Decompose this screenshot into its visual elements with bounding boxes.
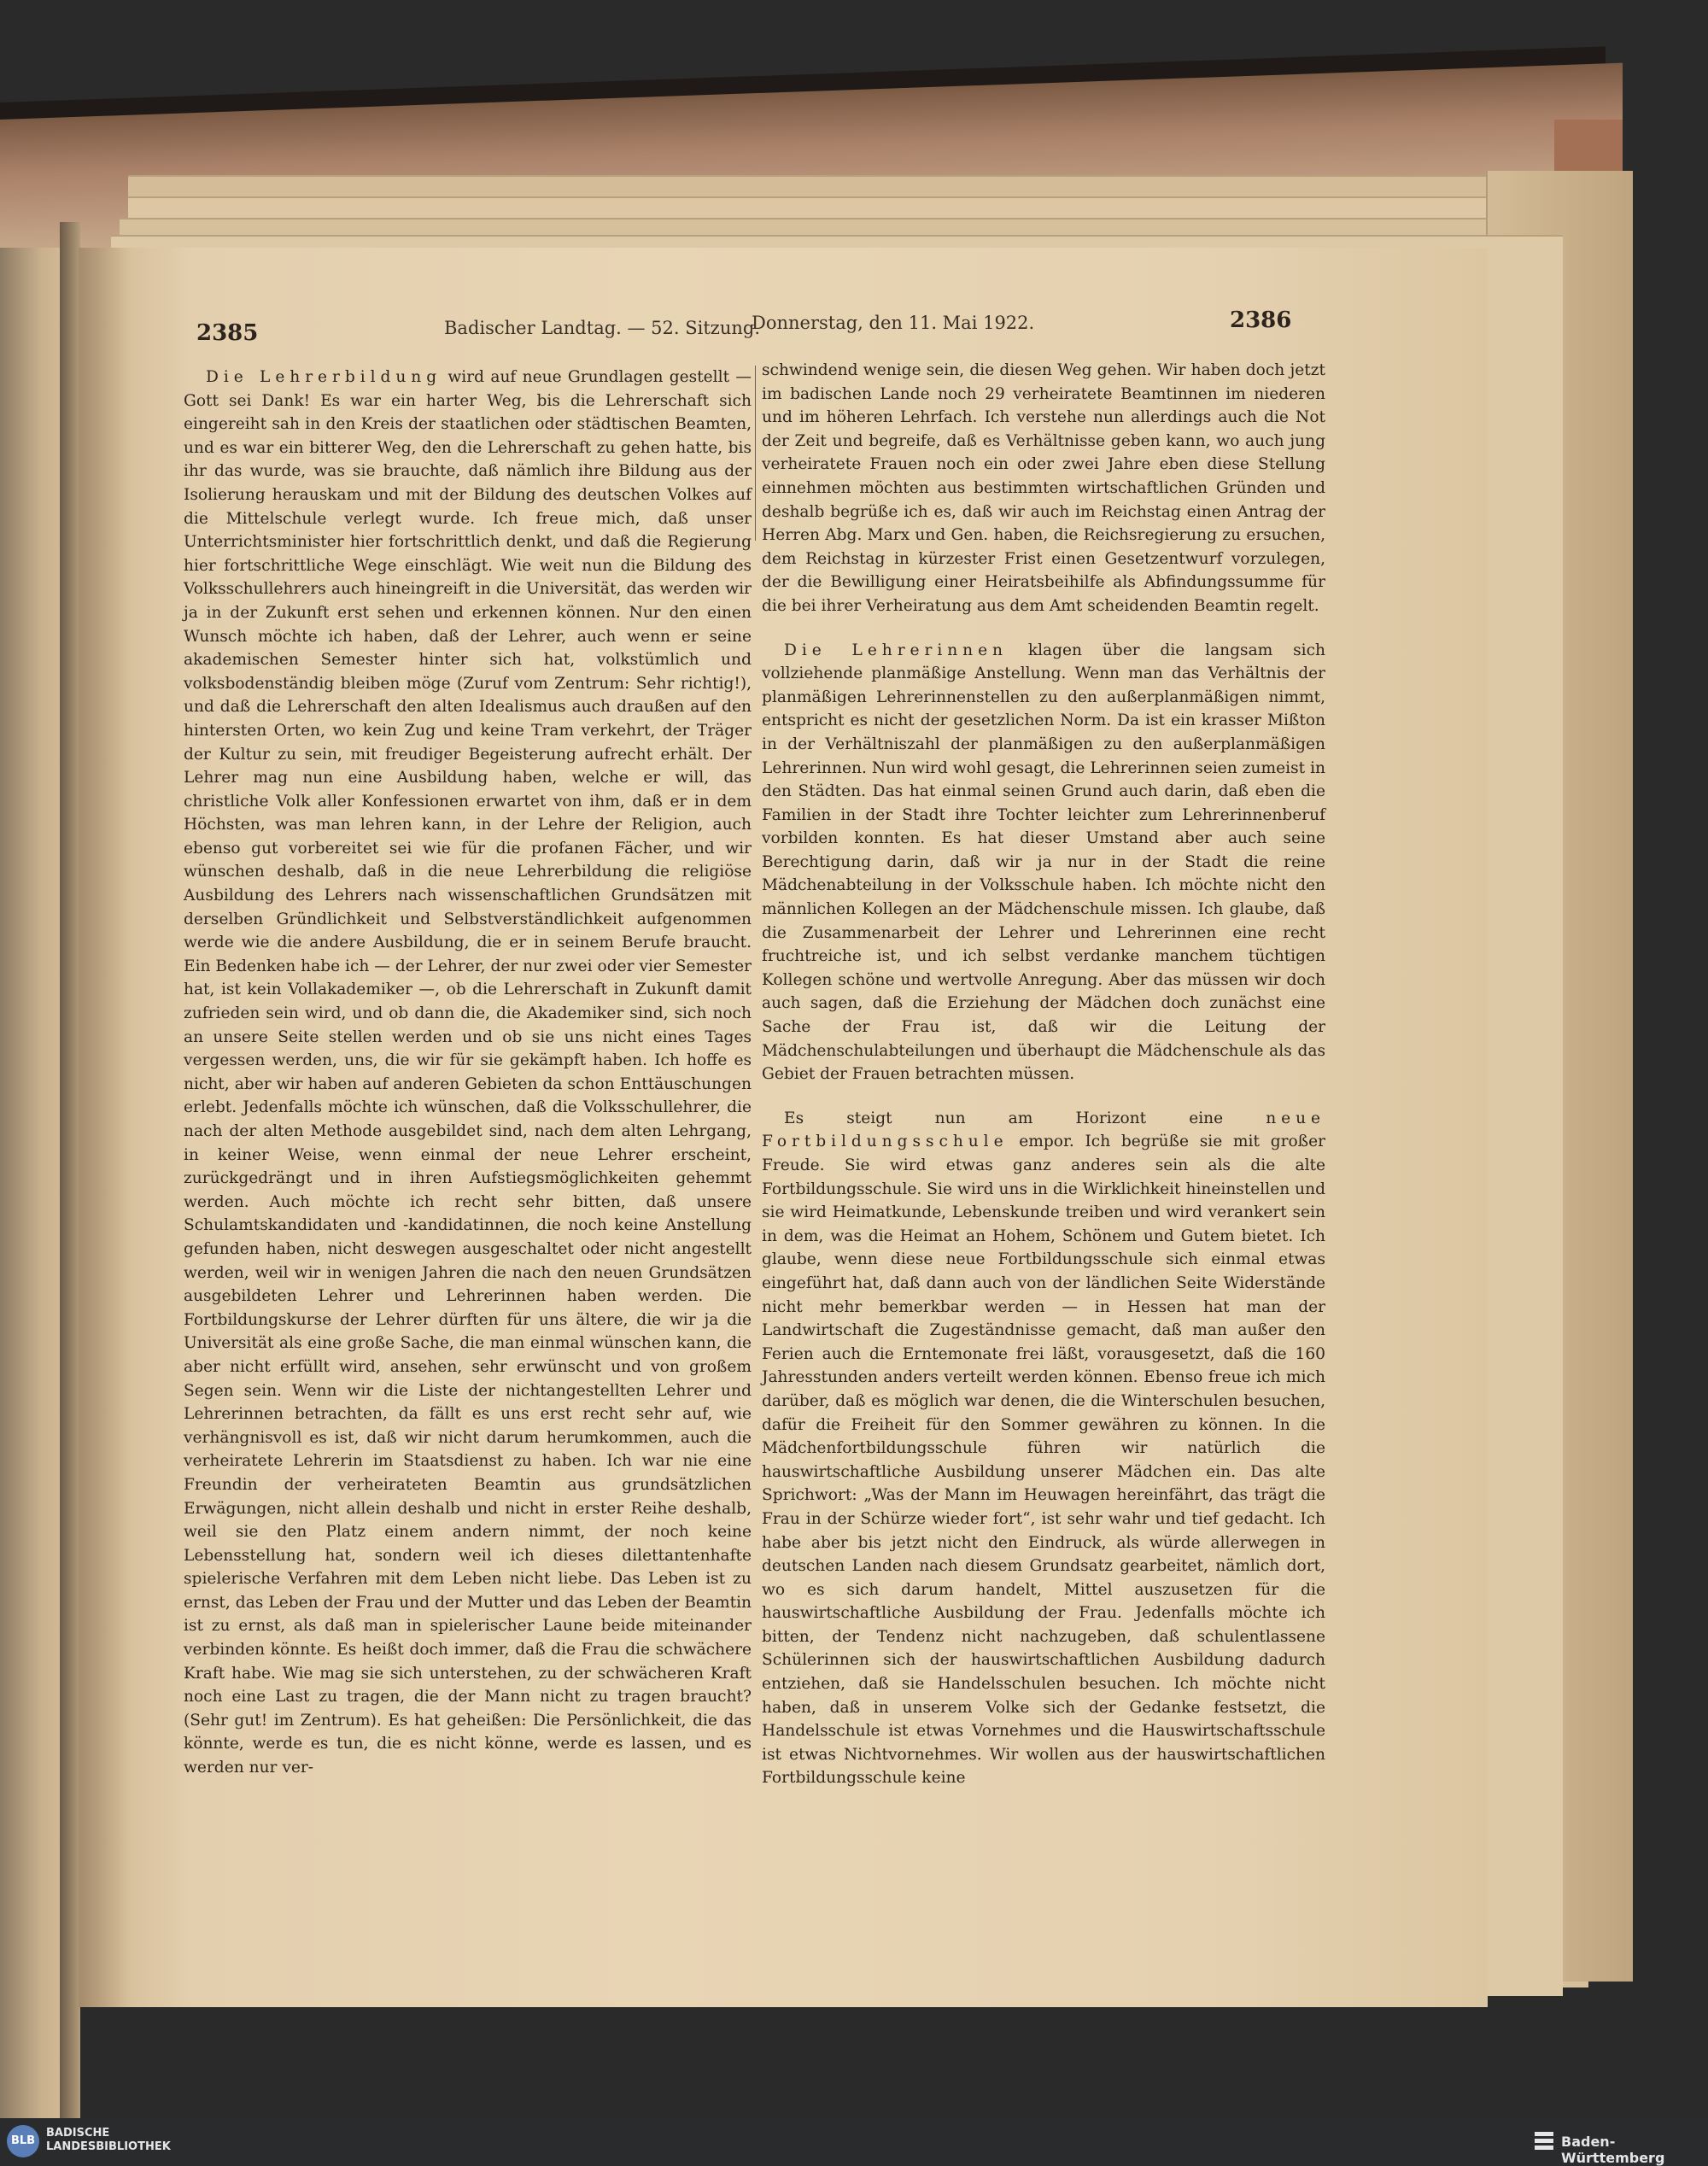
section-heading: Die Lehrerbildung (206, 368, 442, 386)
library-name-line1: BADISCHE (46, 2127, 110, 2140)
paragraph (184, 366, 752, 1780)
paragraph-text: klagen über die langsam sich vollziehende planmäßige Anstellung. Wenn man das Verhältnis der planmäßigen Lehrerinnenstellen zu den außerplanmäßigen nimmt, entspricht es nicht der gesetzlichen Norm. Da ist ein krasser Mißton in der Verhältniszahl der planmäßigen zu den außerplanmäßigen Lehrerinnen. Nun wird wohl gesagt, die Lehrerinnen seien zumeist in den Städten. Das hat einmal seinen Grund auch darin, daß eben die Familien in der Stadt ihre Tochter leichter zum Lehrerinnenberuf vorbilden konnten. Es hat dieser Umstand aber auch seine Berechtigung darin, daß wir ja nur in der Stadt die reine Mädchenabteilung in der Volksschule haben. Ich möchte nicht den männlichen Kollegen an der Mädchenschule missen. Ich glaube, daß die Zusammenarbeit der Lehrer und Lehrerinnen eine recht fruchtreiche ist, und ich selbst verdanke manchem tüchtigen Kollegen schöne und wertvolle Anregung. Aber das müssen wir doch auch sagen, daß die Erziehung der Mädchen doch zunächst eine Sache der Frau ist, daß wir die Leitung der Mädchenschulabteilungen und überhaupt die Mädchenschule als das Gebiet der Frauen betrachten müssen. (762, 641, 1325, 1084)
page-number-left: 2385 (196, 320, 259, 346)
viewer-footer (0, 2118, 1708, 2164)
paragraph-text: empor. Ich begrüße sie mit großer Freude. Sie wird etwas ganz anderes sein als die alte Fortbildungsschule. Sie wird uns in die Wirklichkeit hineinstellen und sie wird Heimatkunde, Lebenskunde treiben und wird verankert sein in dem, was die Heimat an Hohem, Schönem und Gutem bietet. Ich glaube, wenn diese neue Fortbildungsschule sich einmal etwas eingeführt hat, daß dann auch von der ländlichen Seite Widerstände nicht mehr bemerkbar werden — in Hessen hat man der Landwirtschaft die Zugeständnisse gemacht, daß man außer den Ferien auch die Erntemonate frei läßt, vorausgesetzt, daß die 160 Jahresstunden anders verteilt werden können. Ebenso freue ich mich darüber, daß es möglich war denen, die die Winterschulen besuchen, dafür die Freiheit für den Sommer gewähren zu können. In die Mädchenfortbildungsschule führen wir natürlich die hauswirtschaftliche Ausbildung unserer Mädchen ein. Das alte Sprichwort: „Was der Mann im Heuwagen hereinfährt, das trägt die Frau in der Schürze wieder fort“, ist sehr wahr und tief gedacht. Ich habe aber bis jetzt nicht den Eindruck, als würde allerwegen in deutschen Landen nach diesem Grundsatz gearbeitet, nämlich dort, wo es sich darum handelt, Mittel auszusetzen für die hauswirtschaftliche Ausbildung der Frau. Jedenfalls möchte ich bitten, der Tendenz nicht nachzugeben, daß schulentlassene Schülerinnen sich der hauswirtschaftlichen Ausbildung dadurch entziehen, daß sie Handelsschulen besuchen. Ich möchte nicht haben, daß in unserem Volke sich der Gedanke festsetzt, die Handelsschule ist etwas Vornehmes und die Hauswirtschaftsschule ist etwas Nichtvornehmes. Wir wollen aus der hauswirtschaftlichen Fortbildungsschule keine (762, 1133, 1325, 1788)
state-name: Baden-Württemberg (1561, 2134, 1665, 2166)
blb-logo: BLB (7, 2125, 39, 2157)
column-rule (755, 366, 756, 541)
library-name (46, 2127, 171, 2154)
running-title: Badischer Landtag. — 52. Sitzung. (444, 318, 761, 338)
section-heading: Die Lehrerinnen (784, 641, 1008, 659)
paragraph: schwindend wenige sein, die diesen Weg gehen. Wir haben doch jetzt im badischen Lande noch 29 verheiratete Beamtinnen im niederen und im höheren Lehrfach. Ich verstehe nun allerdings auch die Not der Zeit und begreife, daß es Verhältnisse geben kann, wo auch jung verheiratete Frauen noch ein oder zwei Jahre eben diese Stellung einnehmen möchten aus bestimmten wirtschaftlichen Gründen und deshalb begrüße ich es, daß wir auch im Reichstag einen Antrag der Herren Abg. Marx und Gen. haben, die Reichsregierung zu ersuchen, dem Reichstag in kürzester Frist einen Gesetzentwurf vorzulegen, der die Bewilligung einer Heiratsbeihilfe als Abfindungssumme für die bei ihrer Verheiratung aus dem Amt scheidenden Beamtin regelt. (762, 361, 1325, 615)
text-column-left (184, 366, 752, 1780)
paragraph-text: wird auf neue Grundlagen gestellt — Gott sei Dank! Es war ein harter Weg, bis die Lehrerschaft sich eingereiht sah in den Kreis der staatlichen oder städtischen Beamten, und es war ein bitterer Weg, den die Lehrerschaft zu gehen hatte, bis ihr das wurde, was sie brauchte, daß nämlich ihre Bildung aus der Isolierung herauskam und mit der Bildung des deutschen Volkes auf die Mittelschule verlegt wurde. Ich freue mich, daß unser Unterrichtsminister hier fortschrittlich denkt, und daß die Regierung hier fortschrittliche Wege einschlägt. Wie weit nun die Bildung des Volksschullehrers auch hineingreift in die Universität, das werden wir ja in der Zukunft erst sehen und erkennen können. Nur den einen Wunsch möchte ich haben, daß der Lehrer, auch wenn er seine akademischen Semester hinter sich hat, volkstümlich und volksbodenständig bleiben möge (Zuruf vom Zentrum: Sehr richtig!), und daß die Lehrerschaft den alten Idealismus auch draußen auf den hintersten Orten, wo kein Zug und keine Tram verkehrt, der Träger der Kultur zu sein, mit freudiger Begeisterung aufrecht erhält. Der Lehrer mag nun eine Ausbildung haben, welche er will, das christliche Volk aller Konfessionen erwartet von ihm, daß er in dem Höchsten, was man lehren kann, in der Lehre der Religion, auch ebenso gut vorbereitet sei wie für die profanen Fächer, und wir wünschen deshalb, daß in die neue Lehrerbildung die religiöse Ausbildung des Lehrers nach wissenschaftlichen Grundsätzen mit derselben Gründlichkeit und Selbstverständlichkeit aufgenommen werde wie die andere Ausbildung, die er in seinem Berufe braucht. Ein Bedenken habe ich — der Lehrer, der nur zwei oder vier Semester hat, ist kein Vollakademiker —, ob die Lehrerschaft in Zukunft damit zufrieden sein wird, und ob dann die, die Akademiker sind, sich noch an unsere Seite stellen werden und ob sie uns nicht eines Tages vergessen werden, uns, die wir für sie gekämpft haben. Ich hoffe es nicht, aber wir haben auf anderen Gebieten da schon Enttäuschungen erlebt. Jedenfalls möchte ich wünschen, daß die Volksschullehrer, die nach der alten Methode ausgebildet sind, nach dem alten Lehrgang, in keiner Weise, wenn einmal der neue Lehrer erscheint, zurückgedrängt und in ihren Aufstiegsmöglichkeiten gehemmt werden. Auch möchte ich recht sehr bitten, daß unsere Schulamtskandidaten und -kandidatinnen, die noch keine Anstellung gefunden haben, nicht deswegen ausgeschaltet oder nicht angestellt werden, weil wir in wenigen Jahren die nach den neuen Grundsätzen ausgebildeten Lehrer und Lehrerinnen haben werden. Die Fortbildungskurse der Lehrer dürften für uns ältere, die wir ja die Universität als eine große Sache, die man einmal wünschen kann, die aber nicht erfüllt wird, ansehen, sehr erwünscht und von großem Segen sein. Wenn wir die Liste der nichtangestellten Lehrer und Lehrerinnen betrachten, da fällt es uns erst recht sehr auf, wie verhängnisvoll es ist, daß wir nicht darum herumkommen, auch die verheiratete Lehrerin im Staatsdienst zu haben. Ich war nie eine Freundin der verheirateten Beamtin aus grundsätzlichen Erwägungen, nicht allein deshalb und nicht in erster Reihe deshalb, weil sie den Platz einem andern nimmt, der noch keine Lebensstellung hat, sondern weil ich dieses dilettantenhafte spielerische Verfahren mit dem Leben nicht liebe. Das Leben ist zu ernst, das Leben der Frau und der Mutter und das Leben der Beamtin ist zu ernst, als daß man in spielerischer Laune beide miteinander verbinden könnte. Es heißt doch immer, daß die Frau die schwächere Kraft habe. Wie mag sie sich unterstehen, zu der schwächeren Kraft noch eine Last zu tragen, die der Mann nicht zu tragen braucht? (Sehr gut! im Zentrum). Es hat geheißen: Die Persönlichkeit, die das könnte, werde es tun, die es nicht könne, werde es lassen, und es werden nur ver- (184, 368, 752, 1777)
paragraph (762, 1107, 1325, 1790)
text-column-right (762, 359, 1325, 1790)
page-number-right: 2386 (1230, 307, 1292, 333)
spine-edge (60, 222, 80, 2118)
paragraph-text: Es steigt nun am Horizont eine (784, 1109, 1266, 1127)
paragraph (762, 639, 1325, 1086)
state-lions-icon (1533, 2130, 1555, 2152)
running-date: Donnerstag, den 11. Mai 1922. (752, 313, 1035, 333)
gutter-shadow (79, 248, 130, 2007)
section-heading: neue Fortbildungsschule (762, 1109, 1325, 1151)
left-page-edge (0, 248, 68, 2118)
library-name-line2: LANDESBIBLIOTHEK (46, 2140, 171, 2153)
